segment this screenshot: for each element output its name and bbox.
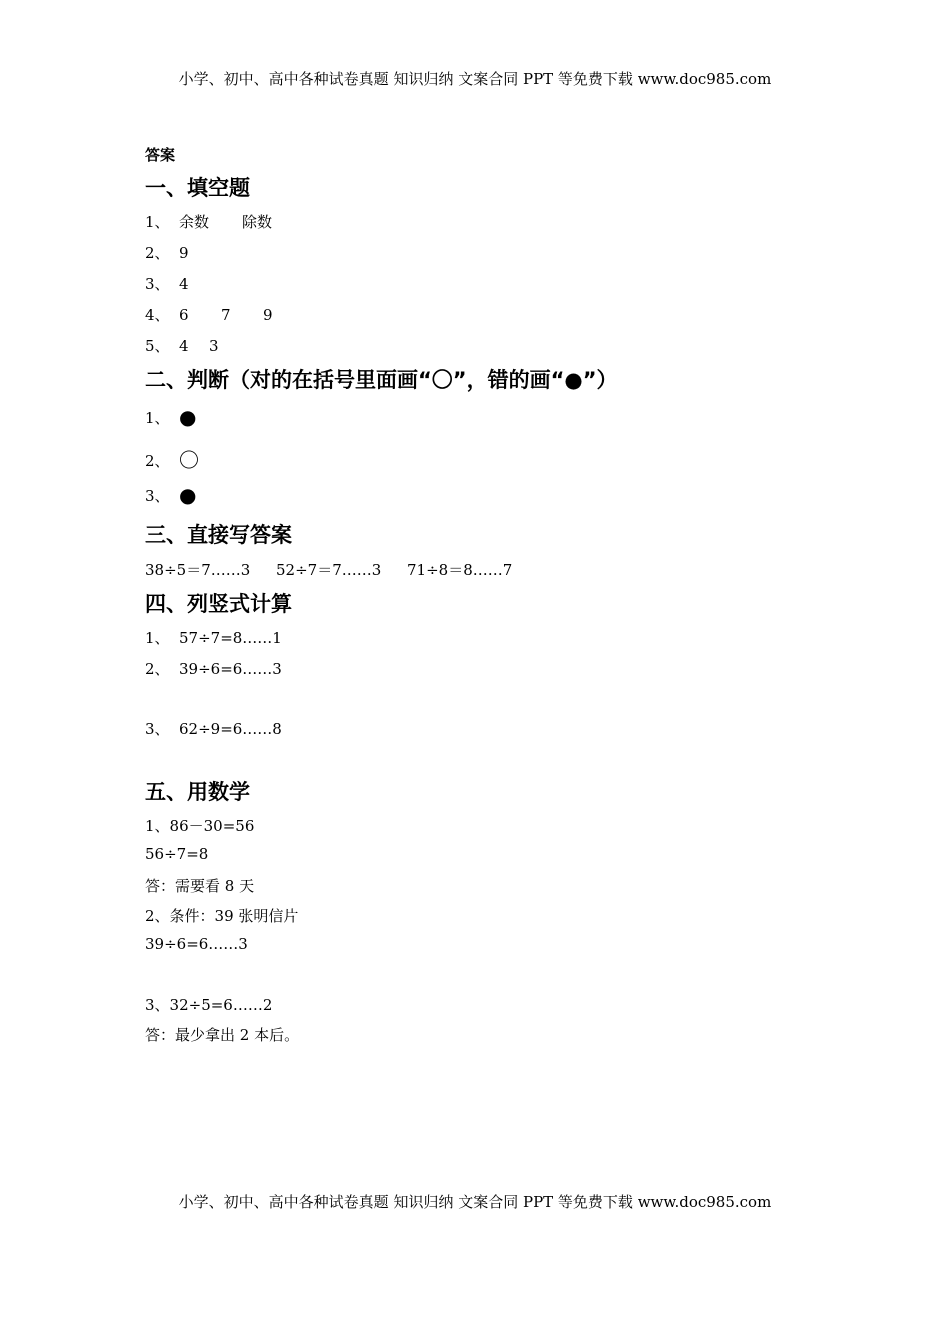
- answer-title: 答案: [145, 146, 176, 164]
- hollow-circle-icon: 〇: [179, 448, 199, 472]
- text-line: 答：需要看 8 天: [145, 877, 255, 895]
- answer-value: 4: [179, 275, 189, 293]
- text-line: 39÷6=6……3: [145, 935, 248, 953]
- section-heading-applied-math: 五、用数学: [145, 780, 250, 804]
- item-number: 1、: [145, 629, 170, 647]
- list-item: [145, 242, 189, 263]
- section-heading-direct-answers: 三、直接写答案: [145, 523, 292, 547]
- item-number: 1、: [145, 409, 170, 427]
- list-item: [145, 273, 189, 294]
- section-heading-vertical-calc: 四、列竖式计算: [145, 592, 292, 616]
- answer-value: 52÷7＝7……3: [276, 561, 382, 579]
- answer-value: 71÷8＝8……7: [407, 561, 513, 579]
- item-number: 1、: [145, 213, 170, 231]
- section-heading-judgement: 二、判断（对的在括号里面画“〇”，错的画“●”）: [145, 368, 618, 392]
- page-footer: 小学、初中、高中各种试卷真题 知识归纳 文案合同 PPT 等免费下载 www.doc985.com: [178, 1193, 772, 1211]
- item-number: 2、: [145, 660, 170, 678]
- list-item: [145, 627, 282, 648]
- filled-circle-icon: ●: [179, 405, 197, 429]
- list-item: [145, 335, 219, 356]
- direct-answers-row: [145, 559, 512, 580]
- item-number: 3、: [145, 487, 170, 505]
- answer-value: 除数: [242, 213, 273, 231]
- answer-value: 9: [263, 306, 273, 324]
- answer-value: 4: [179, 337, 189, 355]
- text-line: 56÷7=8: [145, 845, 209, 863]
- answer-value: 39÷6=6……3: [179, 660, 282, 678]
- section-heading-fill-blanks: 一、填空题: [145, 176, 250, 200]
- filled-circle-icon: ●: [179, 483, 197, 507]
- page-header: 小学、初中、高中各种试卷真题 知识归纳 文案合同 PPT 等免费下载 www.doc985.com: [178, 70, 772, 88]
- text-line: 1、86－30=56: [145, 817, 255, 835]
- answer-value: 7: [221, 306, 231, 324]
- item-number: 3、: [145, 275, 170, 293]
- text-line: 3、32÷5=6……2: [145, 996, 273, 1014]
- list-item: [145, 304, 273, 325]
- item-number: 4、: [145, 306, 170, 324]
- text-line: 答：最少拿出 2 本后。: [145, 1026, 300, 1044]
- list-item: [145, 482, 196, 506]
- answer-value: 38÷5＝7……3: [145, 561, 251, 579]
- item-number: 2、: [145, 244, 170, 262]
- list-item: [145, 718, 282, 739]
- item-number: 2、: [145, 452, 170, 470]
- item-number: 3、: [145, 720, 170, 738]
- answer-value: 9: [179, 244, 189, 262]
- answer-value: 6: [179, 306, 189, 324]
- list-item: [145, 404, 196, 428]
- item-number: 5、: [145, 337, 170, 355]
- answer-value: 62÷9=6……8: [179, 720, 282, 738]
- answer-value: 3: [209, 337, 219, 355]
- list-item: [145, 658, 282, 679]
- list-item: [145, 443, 199, 472]
- text-line: 2、条件：39 张明信片: [145, 907, 299, 925]
- answer-value: 余数: [179, 213, 210, 231]
- list-item: [145, 211, 272, 232]
- answer-value: 57÷7=8……1: [179, 629, 282, 647]
